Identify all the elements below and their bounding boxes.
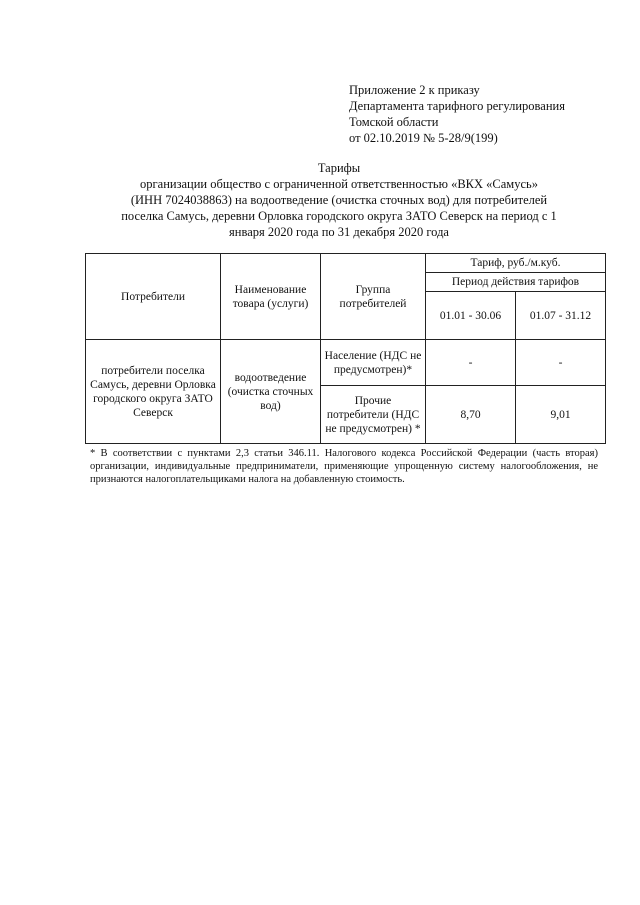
appendix-line: Департамента тарифного регулирования — [349, 99, 565, 113]
appendix-date-line: от 02.10.2019 № 5-28/9(199) — [349, 131, 498, 145]
tariff-value-cell: 9,01 — [516, 386, 606, 444]
header-tariff: Тариф, руб./м.куб. — [426, 254, 606, 273]
tariff-value-cell: 8,70 — [426, 386, 516, 444]
header-group: Группа потребителей — [321, 254, 426, 340]
header-consumers: Потребители — [86, 254, 221, 340]
group-cell: Прочие потребители (НДС не предусмотрен) * — [321, 386, 426, 444]
product-cell: водоотведение (очистка сточных вод) — [221, 340, 321, 444]
header-period-1: 01.01 - 30.06 — [426, 292, 516, 340]
appendix-line: Приложение 2 к приказу — [349, 83, 480, 97]
tariff-value-cell: - — [516, 340, 606, 386]
header-period: Период действия тарифов — [426, 273, 606, 292]
consumer-cell: потребители поселка Самусь, деревни Орловка городского округа ЗАТО Северск — [86, 340, 221, 444]
table-header-row — [86, 254, 606, 273]
appendix-line: Томской области — [349, 115, 439, 129]
header-product: Наименование товара (услуги) — [221, 254, 321, 340]
document-title — [90, 160, 588, 240]
title-heading: Тарифы — [317, 161, 361, 175]
title-line: января 2020 года по 31 декабря 2020 года — [229, 225, 449, 239]
tariff-value-cell: - — [426, 340, 516, 386]
appendix-header — [349, 82, 565, 146]
header-period-2: 01.07 - 31.12 — [516, 292, 606, 340]
title-line: поселка Самусь, деревни Орловка городского округа ЗАТО Северск на период с 1 — [121, 209, 557, 223]
footnote: * В соответствии с пунктами 2,3 статьи 346.11. Налогового кодекса Российской Федерации (часть вторая) организации, индивидуальные предприниматели, применяющие упрощенную систему налогообложения, не признаются налогоплательщиками налога на добавленную стоимость. — [90, 448, 598, 485]
title-line: организации общество с ограниченной ответственностью «ВКХ «Самусь» — [140, 177, 538, 191]
tariff-table — [85, 253, 606, 444]
group-cell: Население (НДС не предусмотрен)* — [321, 340, 426, 386]
title-line: (ИНН 7024038863) на водоотведение (очистка сточных вод) для потребителей — [130, 193, 548, 207]
table-row — [86, 340, 606, 386]
